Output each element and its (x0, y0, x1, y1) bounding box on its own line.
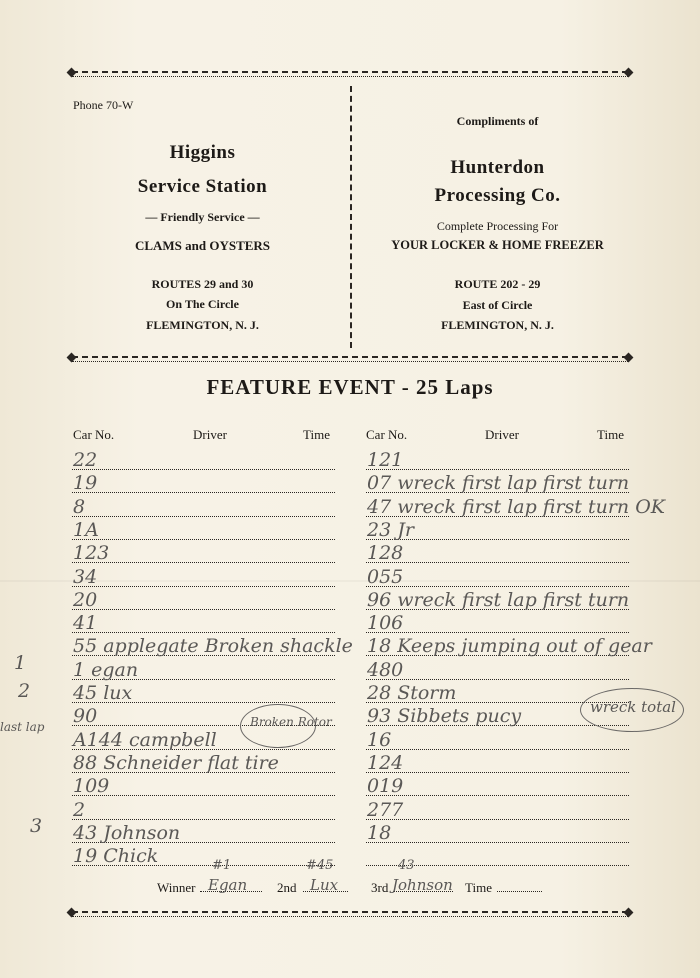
time-label: Time (465, 880, 492, 895)
left-entry: 2 (73, 798, 86, 821)
left-row-line (72, 515, 335, 517)
middle-ornament-rule (72, 356, 628, 362)
compliments-of: Compliments of (456, 114, 539, 128)
left-location: On The Circle (166, 297, 239, 311)
left-entry: 43 Johnson (73, 821, 181, 844)
left-row-line (72, 468, 335, 470)
left-row-line (72, 818, 335, 820)
right-business-name-2: Processing Co. (434, 185, 561, 206)
left-entry: 8 (73, 495, 86, 518)
right-entry: 121 (367, 449, 404, 471)
right-row-line (366, 585, 629, 587)
right-row-line (366, 771, 629, 773)
right-row-line (366, 678, 629, 680)
right-business-name-1: Hunterdon (450, 157, 545, 178)
right-entry: 16 (367, 728, 392, 751)
left-row-line (72, 794, 335, 796)
right-row-line (366, 631, 629, 633)
winner-label: Winner (157, 880, 196, 895)
right-entry: 277 (367, 798, 404, 821)
left-entry: 20 (73, 588, 98, 611)
left-row-line (72, 608, 335, 610)
left-row-line (72, 631, 335, 633)
right-product: YOUR LOCKER & HOME FREEZER (391, 238, 604, 252)
top-ornament-rule (72, 71, 628, 77)
right-entry: 47 wreck first lap first turn OK (367, 495, 665, 518)
right-entry: 96 wreck first lap first turn (367, 588, 630, 611)
right-entry: 055 (367, 565, 404, 588)
left-entry: 41 (73, 612, 98, 635)
right-entry: 124 (367, 751, 404, 774)
bottom-ornament-rule (72, 911, 628, 917)
left-specialty: CLAMS and OYSTERS (134, 238, 271, 253)
left-entry: 22 (73, 449, 98, 471)
right-row-line (366, 748, 629, 750)
right-col-car: Car No. (366, 427, 408, 442)
left-col-time: Time (303, 427, 330, 442)
right-entry: 18 (367, 821, 392, 844)
right-row-line (366, 561, 629, 563)
winner-car: #1 (212, 858, 232, 873)
wreck-total-note: wreck total (590, 698, 676, 716)
third-label: 3rd (371, 880, 389, 895)
left-entry: 1 egan (73, 658, 139, 681)
right-col-time: Time (597, 427, 624, 442)
feature-event-title: FEATURE EVENT - 25 Laps (206, 375, 494, 399)
right-entry: 019 (367, 775, 404, 798)
left-city: FLEMINGTON, N. J. (146, 318, 259, 332)
second-value: Lux (310, 876, 339, 894)
right-entry: 07 wreck first lap first turn (367, 472, 630, 495)
right-entry: 106 (367, 612, 404, 635)
right-city: FLEMINGTON, N. J. (441, 318, 554, 332)
margin-place-1: 1 (14, 652, 27, 674)
left-row-line (72, 491, 335, 493)
winner-value: Egan (208, 876, 248, 894)
center-divider (350, 86, 354, 348)
left-entry: 109 (73, 775, 110, 798)
right-route: ROUTE 202 - 29 (454, 277, 541, 291)
right-row-line (366, 841, 629, 843)
right-location: East of Circle (462, 298, 533, 312)
left-row-line (72, 538, 335, 540)
right-entry: 23 Jr (367, 518, 414, 541)
right-col-driver: Driver (485, 427, 519, 442)
left-tagline: — Friendly Service — (145, 210, 260, 224)
left-routes: ROUTES 29 and 30 (151, 277, 254, 291)
right-service: Complete Processing For (436, 219, 559, 233)
left-entry: A144 campbell (73, 728, 217, 751)
right-entry: 28 Storm (367, 682, 457, 704)
time-line (497, 890, 542, 892)
left-row-line (72, 561, 335, 563)
second-label: 2nd (277, 880, 297, 895)
left-entry: 34 (73, 565, 98, 588)
left-entry: 19 (73, 472, 98, 495)
left-col-car: Car No. (73, 427, 115, 442)
left-entry: 88 Schneider flat tire (73, 751, 279, 774)
right-entry: 18 Keeps jumping out of gear (367, 635, 652, 658)
right-entry: 128 (367, 542, 404, 565)
left-entry: 55 applegate Broken shackle (73, 635, 353, 658)
third-car: 43 (398, 858, 415, 873)
margin-place-2: 2 (18, 680, 31, 702)
phone-number: Phone 70-W (73, 98, 134, 112)
left-entry: 1A (73, 518, 99, 541)
right-row-line (366, 468, 629, 470)
right-row-line (366, 794, 629, 796)
right-entry: 480 (367, 658, 404, 681)
second-car: #45 (306, 858, 334, 873)
margin-last-lap: last lap (0, 720, 45, 734)
left-business-name-1: Higgins (169, 142, 236, 163)
margin-place-3: 3 (30, 815, 43, 837)
broken-rotor-note: Broken Rotor (250, 715, 332, 729)
left-entry: 123 (73, 542, 110, 565)
left-entry: 45 lux (73, 682, 133, 704)
left-entry: 19 Chick (73, 845, 159, 868)
right-row-line (366, 818, 629, 820)
left-col-driver: Driver (193, 427, 227, 442)
left-entry: 90 (73, 705, 98, 728)
paper-crease (0, 580, 700, 582)
left-business-name-2: Service Station (137, 176, 268, 197)
left-row-line (72, 585, 335, 587)
third-value: Johnson (392, 876, 453, 894)
right-entry: 93 Sibbets pucy (367, 705, 522, 728)
